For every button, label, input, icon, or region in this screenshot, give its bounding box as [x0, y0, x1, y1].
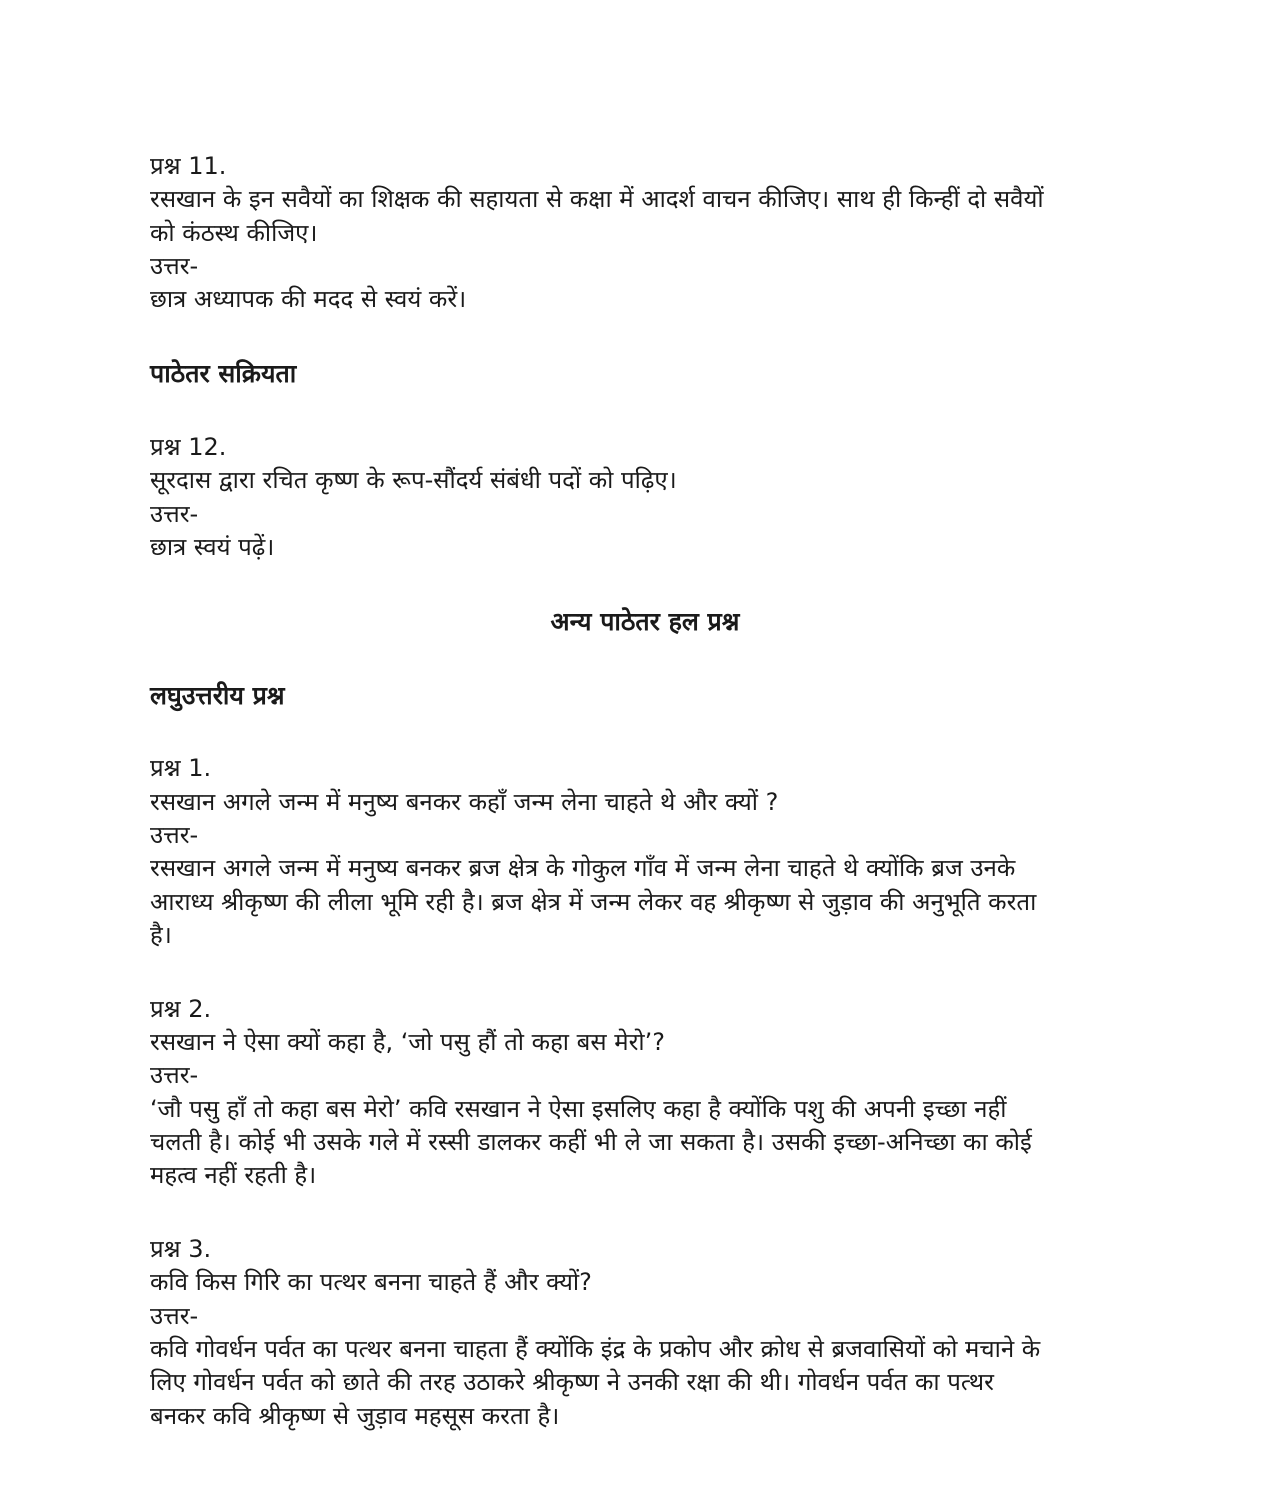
- section-heading-short-answer: लघुउत्तरीय प्रश्न: [150, 681, 285, 710]
- q12-question-line-1: सूरदास द्वारा रचित कृष्ण के रूप-सौंदर्य संबंधी पदों को पढ़िए।: [150, 466, 677, 494]
- q1-answer-label: उत्तर-: [150, 821, 199, 849]
- q11-question-line-1: रसखान के इन सवैयों का शिक्षक की सहायता से कक्षा में आदर्श वाचन कीजिए। साथ ही किन्हीं दो सवैयों: [150, 185, 1044, 213]
- q1-label: प्रश्न 1.: [150, 754, 212, 782]
- q2-question-line-1: रसखान ने ऐसा क्यों कहा है, ‘जो पसु हौं तो कहा बस मेरो’?: [150, 1028, 665, 1056]
- q12-answer-label: उत्तर-: [150, 500, 199, 528]
- section-heading-other-solved: अन्य पाठेतर हल प्रश्न: [550, 607, 740, 636]
- q12-answer-line-1: छात्र स्वयं पढ़ें।: [150, 533, 275, 561]
- q3-label: प्रश्न 3.: [150, 1235, 212, 1263]
- q2-answer-line-1: ‘जौ पसु हाँ तो कहा बस मेरो’ कवि रसखान ने ऐसा इसलिए कहा है क्योंकि पशु की अपनी इच्छा नहीं: [150, 1095, 1007, 1123]
- q2-answer-label: उत्तर-: [150, 1061, 199, 1089]
- q1-answer-line-3: है।: [150, 921, 172, 949]
- q1-answer-line-2: आराध्य श्रीकृष्ण की लीला भूमि रही है। ब्रज क्षेत्र में जन्म लेकर वह श्रीकृष्ण से जुड़ाव की अनुभूति करता: [150, 888, 1037, 916]
- q2-answer-line-2: चलती है। कोई भी उसके गले में रस्सी डालकर कहीं भी ले जा सकता है। उसकी इच्छा-अनिच्छा का कोई: [150, 1128, 1032, 1156]
- q11-question-line-2: को कंठस्थ कीजिए।: [150, 219, 318, 247]
- q1-question-line-1: रसखान अगले जन्म में मनुष्य बनकर कहाँ जन्म लेना चाहते थे और क्यों ?: [150, 788, 779, 816]
- q2-answer-line-3: महत्व नहीं रहती है।: [150, 1161, 317, 1189]
- q2-label: प्रश्न 2.: [150, 995, 212, 1023]
- q3-answer-label: उत्तर-: [150, 1302, 199, 1330]
- q1-answer-line-1: रसखान अगले जन्म में मनुष्य बनकर ब्रज क्षेत्र के गोकुल गाँव में जन्म लेना चाहते थे क्योंकि ब्रज उनके: [150, 854, 1016, 882]
- q3-answer-line-2: लिए गोवर्धन पर्वत को छाते की तरह उठाकरे श्रीकृष्ण ने उनकी रक्षा की थी। गोवर्धन पर्वत का पत्थर: [150, 1368, 994, 1396]
- q12-label: प्रश्न 12.: [150, 433, 227, 461]
- section-heading-activity: पाठेतर सक्रियता: [150, 359, 297, 388]
- q11-answer-line-1: छात्र अध्यापक की मदद से स्वयं करें।: [150, 285, 467, 313]
- q3-answer-line-3: बनकर कवि श्रीकृष्ण से जुड़ाव महसूस करता है।: [150, 1402, 560, 1430]
- q11-label: प्रश्न 11.: [150, 152, 227, 180]
- q3-question-line-1: कवि किस गिरि का पत्थर बनना चाहते हैं और क्यों?: [150, 1268, 592, 1296]
- q3-answer-line-1: कवि गोवर्धन पर्वत का पत्थर बनना चाहता हैं क्योंकि इंद्र के प्रकोप और क्रोध से ब्रजवासियों को मचाने के: [150, 1335, 1041, 1363]
- q11-answer-label: उत्तर-: [150, 252, 199, 280]
